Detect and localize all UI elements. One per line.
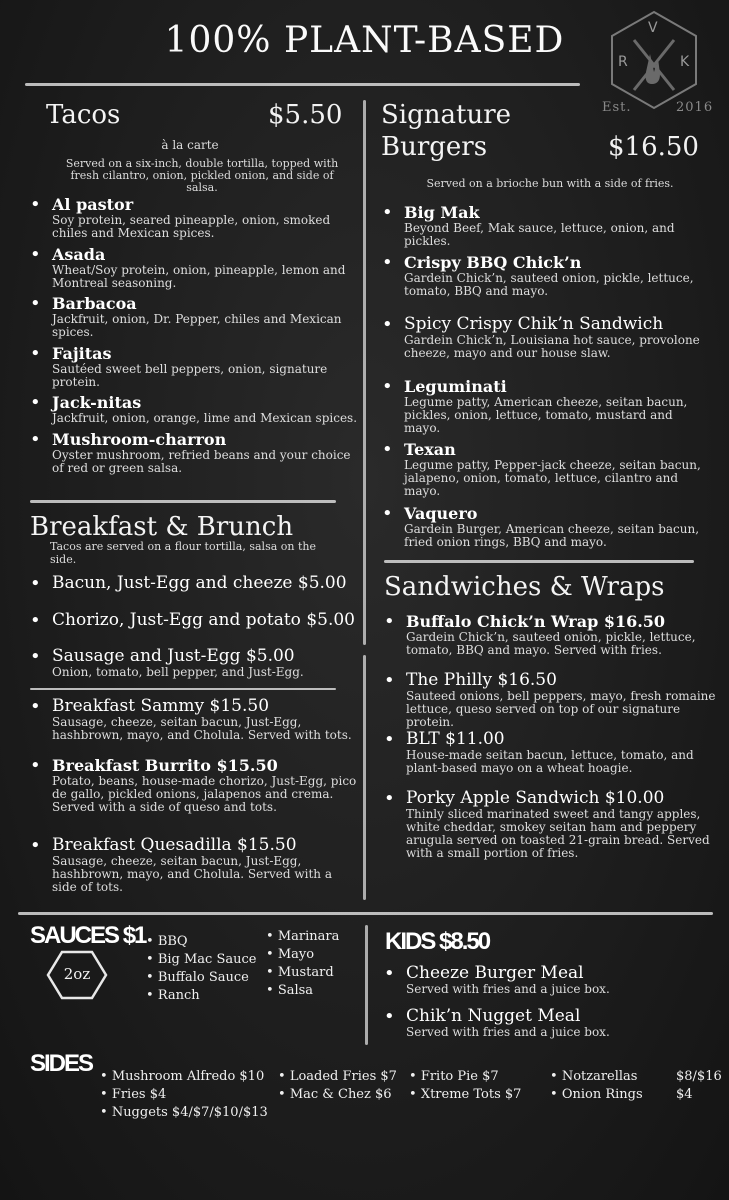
menu-item-name: Asada bbox=[52, 245, 106, 264]
menu-item bbox=[382, 378, 712, 435]
menu-item-description: House-made seitan bacun, lettuce, tomato, and plant-based mayo on a wheat hoagie. bbox=[406, 748, 694, 775]
menu-item-description: Onion, tomato, bell pepper, and Just-Egg. bbox=[52, 665, 304, 679]
sauces-heading: SAUCES $1 bbox=[30, 922, 146, 949]
list-item bbox=[278, 1069, 397, 1084]
list-item bbox=[146, 952, 256, 967]
bullet-icon: • bbox=[266, 983, 278, 998]
burgers-description: Served on a brioche bun with a side of fries. bbox=[426, 177, 674, 190]
menu-item bbox=[382, 204, 712, 248]
bullet-icon: • bbox=[100, 1087, 112, 1102]
menu-item bbox=[384, 613, 719, 657]
list-item-label: Mac & Chez $6 bbox=[289, 1087, 392, 1102]
list-item-label: Onion Rings bbox=[561, 1087, 643, 1102]
menu-item-description: Legume patty, Pepper-jack cheeze, seitan bacun, jalapeno, onion, tomato, lettuce, cilantro and mayo. bbox=[404, 458, 701, 498]
menu-item bbox=[384, 965, 714, 996]
sandwiches-heading: Sandwiches & Wraps bbox=[384, 572, 665, 602]
menu-item-description: Sautéed sweet bell peppers, onion, signature protein. bbox=[52, 362, 328, 389]
bullet-icon: • bbox=[30, 755, 41, 776]
menu-item-name: Cheeze Burger Meal bbox=[406, 963, 584, 983]
bullet-icon: • bbox=[100, 1069, 112, 1084]
list-item bbox=[146, 988, 200, 1003]
menu-item-description: Gardein Chick’n, Louisiana hot sauce, provolone cheeze, mayo and our house slaw. bbox=[404, 333, 700, 360]
bullet-icon: • bbox=[384, 670, 395, 691]
bullet-icon: • bbox=[382, 439, 393, 460]
menu-item bbox=[30, 757, 360, 814]
menu-item-description: Jackfruit, onion, Dr. Pepper, chiles and Mexican spices. bbox=[52, 312, 342, 339]
menu-item-name: Mushroom-charron bbox=[52, 430, 227, 449]
list-item bbox=[100, 1105, 268, 1120]
list-item-label: Mayo bbox=[277, 947, 315, 962]
bullet-icon: • bbox=[382, 376, 393, 397]
menu-item-description: Wheat/Soy protein, onion, pineapple, lemon and Montreal seasoning. bbox=[52, 263, 346, 290]
menu-item-description: Beyond Beef, Mak sauce, lettuce, onion, and pickles. bbox=[404, 221, 675, 248]
menu-item-name: Buffalo Chick’n Wrap $16.50 bbox=[406, 612, 666, 631]
menu-item bbox=[30, 345, 365, 389]
menu-item-description: Sauteed onions, bell peppers, mayo, fresh romaine lettuce, queso served on top of our signature protein. bbox=[406, 689, 716, 729]
menu-item-description: Soy protein, seared pineapple, onion, smoked chiles and Mexican spices. bbox=[52, 213, 331, 240]
list-item bbox=[409, 1069, 499, 1084]
list-item-label: BBQ bbox=[157, 934, 188, 949]
logo-letter-v: V bbox=[648, 20, 659, 36]
menu-item bbox=[30, 837, 360, 894]
list-item-label: Mustard bbox=[277, 965, 334, 980]
list-item-label: Salsa bbox=[277, 983, 314, 998]
list-item-label: Frito Pie $7 bbox=[420, 1069, 499, 1084]
bullet-icon: • bbox=[146, 934, 158, 949]
list-item-label: Notzarellas bbox=[561, 1069, 638, 1084]
list-item-label: Big Mac Sauce bbox=[157, 952, 257, 967]
menu-item bbox=[384, 731, 719, 775]
bullet-icon: • bbox=[30, 835, 41, 856]
bullet-icon: • bbox=[30, 646, 41, 667]
logo-letter-r: R bbox=[618, 54, 629, 70]
menu-item-description: Gardein Chick’n, sauteed onion, pickle, lettuce, tomato, BBQ and mayo. Served with fries. bbox=[406, 630, 696, 657]
bullet-icon: • bbox=[30, 696, 41, 717]
menu-item bbox=[384, 1008, 714, 1039]
side-price: $4 bbox=[676, 1087, 693, 1102]
bullet-icon: • bbox=[146, 970, 158, 985]
bullet-icon: • bbox=[266, 947, 278, 962]
sauce-size: 2oz bbox=[63, 965, 91, 983]
bullet-icon: • bbox=[384, 611, 395, 632]
bullet-icon: • bbox=[266, 929, 278, 944]
list-item-label: Loaded Fries $7 bbox=[289, 1069, 397, 1084]
list-item bbox=[100, 1087, 166, 1102]
bullet-icon: • bbox=[146, 952, 158, 967]
divider-burgers bbox=[384, 560, 694, 563]
burgers-heading-line2: Burgers bbox=[381, 132, 488, 162]
logo-letter-k: K bbox=[680, 54, 691, 70]
bullet-icon: • bbox=[278, 1087, 290, 1102]
divider-tacos bbox=[30, 500, 336, 503]
bullet-icon: • bbox=[550, 1087, 562, 1102]
menu-item-name: Porky Apple Sandwich $10.00 bbox=[406, 788, 665, 808]
menu-item-description: Sausage, cheeze, seitan bacun, Just-Egg, hashbrown, mayo, and Cholula. Served with a side of tots. bbox=[52, 854, 332, 894]
kids-heading: KIDS $8.50 bbox=[385, 928, 490, 955]
menu-item bbox=[30, 196, 365, 240]
menu-item-description: Potato, beans, house-made chorizo, Just-Egg, pico de gallo, pickled onions, jalapenos and crema. Served with a side of queso and tots. bbox=[52, 774, 357, 814]
burgers-price: $16.50 bbox=[608, 132, 699, 162]
breakfast-heading: Breakfast & Brunch bbox=[30, 512, 294, 542]
side-price: $8/$16 bbox=[676, 1069, 722, 1084]
tacos-price: $5.50 bbox=[268, 100, 343, 130]
list-item bbox=[409, 1087, 521, 1102]
bullet-icon: • bbox=[146, 988, 158, 1003]
divider-vertical-bottom bbox=[363, 655, 366, 900]
bullet-icon: • bbox=[30, 244, 41, 265]
menu-item bbox=[30, 575, 360, 592]
menu-item-name: Texan bbox=[404, 440, 456, 459]
menu-item-name: Breakfast Quesadilla $15.50 bbox=[52, 835, 297, 855]
page-title: 100% PLANT-BASED bbox=[164, 20, 565, 61]
list-item bbox=[550, 1087, 643, 1102]
menu-item-name: BLT $11.00 bbox=[406, 729, 505, 749]
menu-item-name: Vaquero bbox=[404, 504, 478, 523]
menu-item bbox=[30, 431, 365, 475]
bullet-icon: • bbox=[409, 1069, 421, 1084]
tacos-description: Served on a six-inch, double tortilla, topped with fresh cilantro, onion, pickled onion, and side of salsa. bbox=[65, 157, 339, 194]
bullet-icon: • bbox=[30, 573, 41, 594]
menu-item-name: Sausage and Just-Egg $5.00 bbox=[52, 646, 295, 666]
list-item bbox=[278, 1087, 392, 1102]
menu-item-description: Jackfruit, onion, orange, lime and Mexican spices. bbox=[52, 411, 358, 425]
bullet-icon: • bbox=[30, 429, 41, 450]
menu-item-description: Served with fries and a juice box. bbox=[406, 982, 610, 996]
menu-item-name: Spicy Crispy Chik’n Sandwich bbox=[404, 314, 664, 334]
sides-heading: SIDES bbox=[30, 1050, 93, 1077]
list-item-label: Fries $4 bbox=[111, 1087, 167, 1102]
bullet-icon: • bbox=[278, 1069, 290, 1084]
menu-item bbox=[382, 254, 712, 298]
menu-item bbox=[384, 672, 719, 729]
bullet-icon: • bbox=[382, 202, 393, 223]
menu-item-description: Sausage, cheeze, seitan bacun, Just-Egg, hashbrown, mayo, and Cholula. Served with tots. bbox=[52, 715, 352, 742]
menu-item bbox=[30, 394, 365, 425]
bullet-icon: • bbox=[100, 1105, 112, 1120]
menu-item-name: Breakfast Burrito $15.50 bbox=[52, 756, 278, 775]
bullet-icon: • bbox=[382, 503, 393, 524]
bullet-icon: • bbox=[384, 788, 395, 809]
menu-item bbox=[30, 698, 360, 742]
bullet-icon: • bbox=[30, 392, 41, 413]
menu-item-name: Leguminati bbox=[404, 377, 507, 396]
list-item-label: Buffalo Sauce bbox=[157, 970, 249, 985]
menu-item-description: Oyster mushroom, refried beans and your choice of red or green salsa. bbox=[52, 448, 351, 475]
menu-item bbox=[384, 790, 719, 860]
bullet-icon: • bbox=[550, 1069, 562, 1084]
bullet-icon: • bbox=[384, 1006, 395, 1027]
menu-item-name: The Philly $16.50 bbox=[406, 670, 557, 690]
logo-year: 2016 bbox=[676, 100, 714, 115]
logo bbox=[602, 10, 714, 122]
list-item bbox=[266, 983, 313, 998]
bullet-icon: • bbox=[409, 1087, 421, 1102]
menu-item-description: Thinly sliced marinated sweet and tangy apples, white cheddar, smokey seitan ham and peppery arugula served on toasted 21-grain bread. Served with a small portion of fries. bbox=[406, 807, 710, 860]
list-item-label: Ranch bbox=[157, 988, 200, 1003]
menu-item-description: Served with fries and a juice box. bbox=[406, 1025, 610, 1039]
bullet-icon: • bbox=[266, 965, 278, 980]
menu-item-description: Gardein Burger, American cheeze, seitan bacun, fried onion rings, BBQ and mayo. bbox=[404, 522, 700, 549]
list-item-label: Marinara bbox=[277, 929, 340, 944]
menu-item-description: Gardein Chick’n, sauteed onion, pickle, lettuce, tomato, BBQ and mayo. bbox=[404, 271, 694, 298]
burgers-heading-line1: Signature bbox=[381, 100, 512, 130]
list-item bbox=[100, 1069, 264, 1084]
menu-item bbox=[30, 246, 365, 290]
bullet-icon: • bbox=[30, 293, 41, 314]
menu-item-name: Chik’n Nugget Meal bbox=[406, 1006, 581, 1026]
list-item bbox=[266, 929, 339, 944]
menu-item-name: Fajitas bbox=[52, 344, 112, 363]
menu-item bbox=[382, 505, 712, 549]
menu-item-name: Bacun, Just-Egg and cheeze $5.00 bbox=[52, 573, 347, 593]
bullet-icon: • bbox=[384, 729, 395, 750]
menu-item-name: Al pastor bbox=[52, 195, 134, 214]
menu-item-name: Big Mak bbox=[404, 203, 480, 222]
menu-item bbox=[382, 441, 712, 498]
bullet-icon: • bbox=[382, 252, 393, 273]
tacos-note: à la carte bbox=[161, 138, 219, 152]
list-item bbox=[266, 965, 334, 980]
logo-est: Est. bbox=[602, 100, 632, 115]
bullet-icon: • bbox=[384, 963, 395, 984]
list-item-label: Xtreme Tots $7 bbox=[420, 1087, 522, 1102]
bullet-icon: • bbox=[30, 343, 41, 364]
menu-item bbox=[30, 295, 365, 339]
menu-item-name: Crispy BBQ Chick’n bbox=[404, 253, 582, 272]
list-item-label: Mushroom Alfredo $10 bbox=[111, 1069, 265, 1084]
list-item bbox=[146, 970, 249, 985]
list-item-label: Nuggets $4/$7/$10/$13 bbox=[111, 1105, 268, 1120]
bullet-icon: • bbox=[30, 194, 41, 215]
divider-breakfast bbox=[30, 688, 336, 690]
menu-item-name: Breakfast Sammy $15.50 bbox=[52, 696, 270, 716]
menu-item-description: Legume patty, American cheeze, seitan bacun, pickles, onion, lettuce, tomato, mustard and mayo. bbox=[404, 395, 688, 435]
breakfast-description: Tacos are served on a flour tortilla, salsa on the side. bbox=[50, 540, 316, 566]
bullet-icon: • bbox=[30, 610, 41, 631]
list-item bbox=[146, 934, 188, 949]
bullet-icon: • bbox=[382, 314, 393, 335]
list-item bbox=[550, 1069, 637, 1084]
menu-item-name: Barbacoa bbox=[52, 294, 137, 313]
menu-item bbox=[30, 612, 360, 629]
list-item bbox=[266, 947, 314, 962]
tacos-heading: Tacos bbox=[46, 100, 121, 130]
divider-top bbox=[25, 83, 580, 86]
menu-item bbox=[30, 648, 360, 679]
menu-item-name: Chorizo, Just-Egg and potato $5.00 bbox=[52, 610, 355, 630]
divider-bottom bbox=[18, 912, 713, 915]
menu-item-name: Jack-nitas bbox=[52, 393, 142, 412]
divider-vertical-sauces bbox=[365, 925, 368, 1045]
menu-item bbox=[382, 316, 712, 360]
